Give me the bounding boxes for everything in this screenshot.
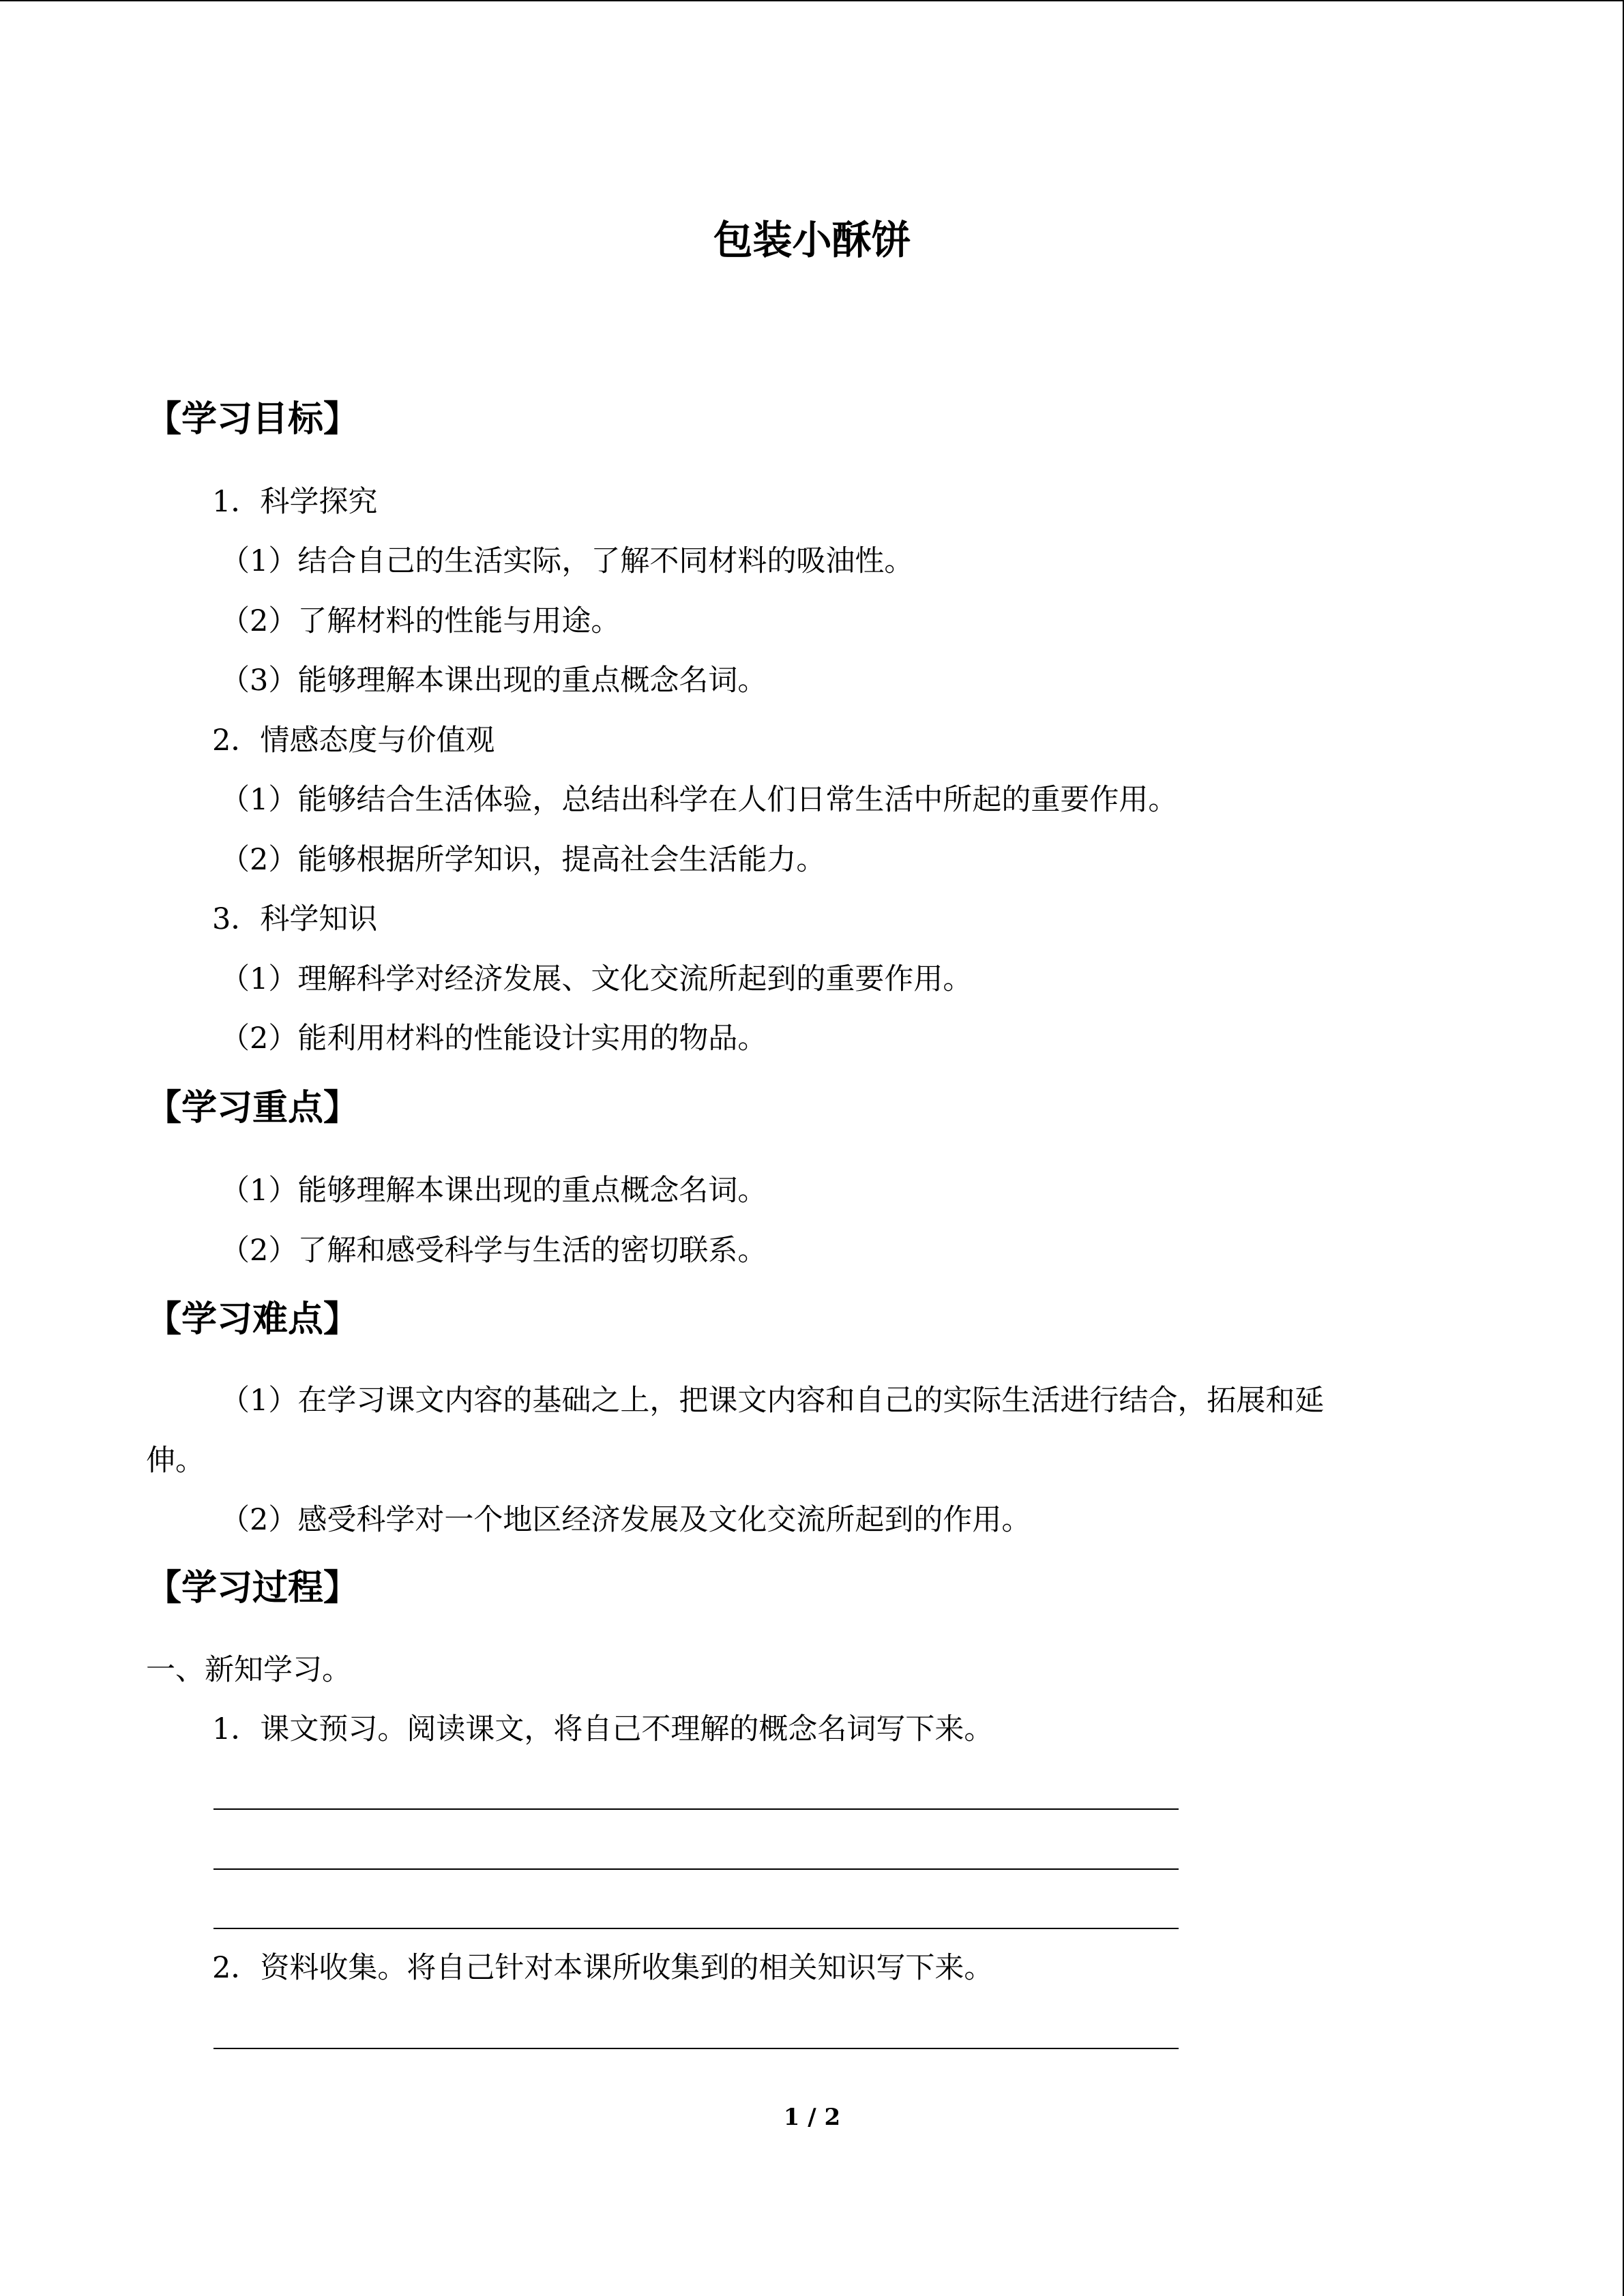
page-border-top: [0, 0, 1624, 1]
goal-item: （1）结合自己的生活实际，了解不同材料的吸油性。: [220, 544, 914, 578]
answer-blank-line[interactable]: [213, 2048, 1179, 2049]
answer-blank-line[interactable]: [213, 1868, 1179, 1870]
key-point-item: （2）了解和感受科学与生活的密切联系。: [220, 1234, 767, 1268]
task-1-prompt: 1．课文预习。阅读课文，将自己不理解的概念名词写下来。: [212, 1712, 994, 1746]
goal-item: （2）能利用材料的性能设计实用的物品。: [220, 1022, 767, 1056]
answer-blank-line[interactable]: [213, 1808, 1179, 1810]
page-number: 1 / 2: [783, 2104, 841, 2131]
process-part-title: 一、新知学习。: [146, 1653, 351, 1687]
difficulty-item-line: 伸。: [146, 1444, 205, 1478]
heading-key-points: 【学习重点】: [146, 1087, 359, 1129]
goal-item: （2）能够根据所学知识，提高社会生活能力。: [220, 843, 826, 877]
goal-item: （1）理解科学对经济发展、文化交流所起到的重要作用。: [220, 962, 973, 996]
goal-item: （3）能够理解本课出现的重点概念名词。: [220, 664, 767, 698]
task-2-prompt: 2．资料收集。将自己针对本课所收集到的相关知识写下来。: [212, 1951, 994, 1985]
goal-section-3-title: 3．科学知识: [212, 902, 378, 936]
heading-learning-goals: 【学习目标】: [146, 398, 359, 440]
key-point-item: （1）能够理解本课出现的重点概念名词。: [220, 1174, 767, 1208]
goal-section-2-title: 2．情感态度与价值观: [212, 724, 495, 758]
goal-item: （2）了解材料的性能与用途。: [220, 604, 621, 638]
answer-blank-line[interactable]: [213, 1928, 1179, 1929]
difficulty-item-line: （1）在学习课文内容的基础之上，把课文内容和自己的实际生活进行结合，拓展和延: [220, 1384, 1325, 1418]
goal-item: （1）能够结合生活体验，总结出科学在人们日常生活中所起的重要作用。: [220, 783, 1178, 817]
heading-difficulties: 【学习难点】: [146, 1298, 359, 1340]
document-title: 包装小酥饼: [713, 217, 911, 263]
difficulty-item: （2）感受科学对一个地区经济发展及文化交流所起到的作用。: [220, 1503, 1031, 1537]
goal-section-1-title: 1．科学探究: [212, 485, 378, 519]
heading-learning-process: 【学习过程】: [146, 1567, 359, 1609]
